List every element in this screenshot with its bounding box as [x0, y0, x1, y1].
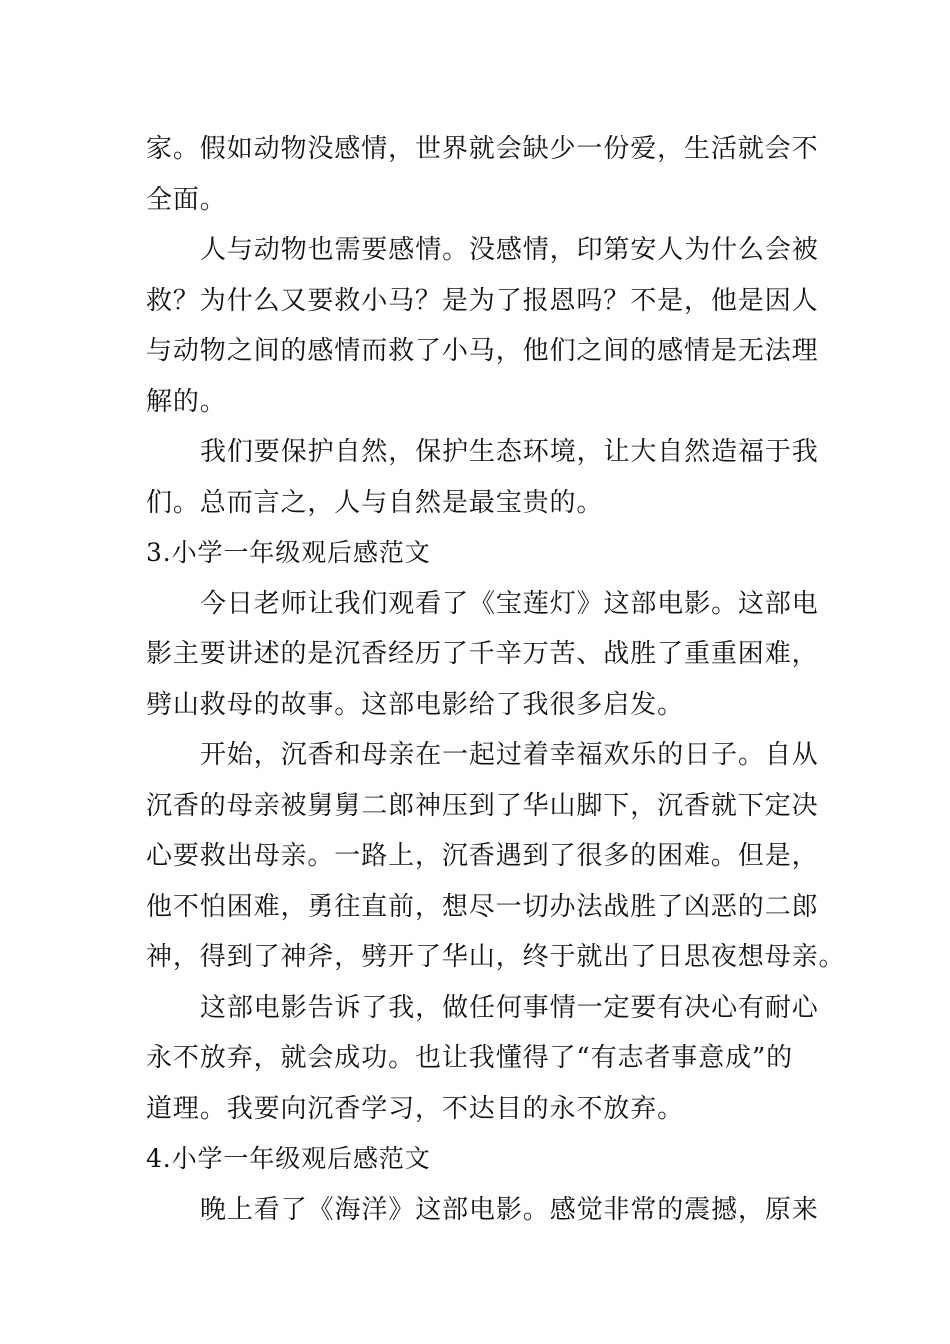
- paragraph: [146, 124, 819, 225]
- paragraph: [146, 579, 819, 731]
- text-line: 全面。: [146, 184, 227, 215]
- text-line: 沉香的母亲被舅舅二郎神压到了华山脚下，沉香就下定决: [146, 790, 819, 821]
- text-line: 我们要保护自然，保护生态环境，让大自然造福于我: [200, 437, 819, 467]
- paragraph: [146, 225, 819, 427]
- section-heading: 4.小学一年级观后感范文: [146, 1144, 431, 1173]
- text-line: 影主要讲述的是沉香经历了千辛万苦、战胜了重重困难，: [146, 639, 819, 669]
- text-line: 救？为什么又要救小马？是为了报恩吗？不是，他是因人: [146, 285, 819, 316]
- text-line: 人与动物也需要感情。没感情，印第安人为什么会被: [200, 235, 819, 265]
- text-line: 晚上看了《海洋》这部电影。感觉非常的震撼，原来: [200, 1194, 819, 1225]
- text-line: 永不放弃，就会成功。也让我懂得了“有志者事意成”的: [146, 1043, 794, 1073]
- text-line: 们。总而言之，人与自然是最宝贵的。: [146, 487, 604, 518]
- text-line: 这部电影告诉了我，做任何事情一定要有决心有耐心: [200, 992, 819, 1023]
- text-line: 劈山救母的故事。这部电影给了我很多启发。: [146, 689, 685, 720]
- text-line: 神，得到了神斧，劈开了华山，终于就出了日思夜想母亲。: [146, 942, 846, 972]
- text-line: 心要救出母亲。一路上，沉香遇到了很多的困难。但是，: [146, 841, 819, 871]
- text-line: 家。假如动物没感情，世界就会缺少一份爱，生活就会不: [146, 134, 819, 164]
- paragraph: [146, 1185, 819, 1236]
- paragraph: [146, 983, 819, 1135]
- text-line: 开始，沉香和母亲在一起过着幸福欢乐的日子。自从: [200, 740, 819, 770]
- document-page: [146, 124, 846, 1235]
- text-line: 与动物之间的感情而救了小马，他们之间的感情是无法理: [146, 336, 819, 366]
- paragraph: [146, 730, 846, 983]
- text-line: 道理。我要向沉香学习，不达目的永不放弃。: [146, 1093, 685, 1124]
- text-line: 解的。: [146, 386, 227, 417]
- section-heading: 3.小学一年级观后感范文: [146, 538, 431, 567]
- text-line: 他不怕困难，勇往直前，想尽一切办法战胜了凶恶的二郎: [146, 891, 819, 922]
- paragraph: [146, 427, 819, 528]
- text-line: 今日老师让我们观看了《宝莲灯》这部电影。这部电: [200, 588, 819, 619]
